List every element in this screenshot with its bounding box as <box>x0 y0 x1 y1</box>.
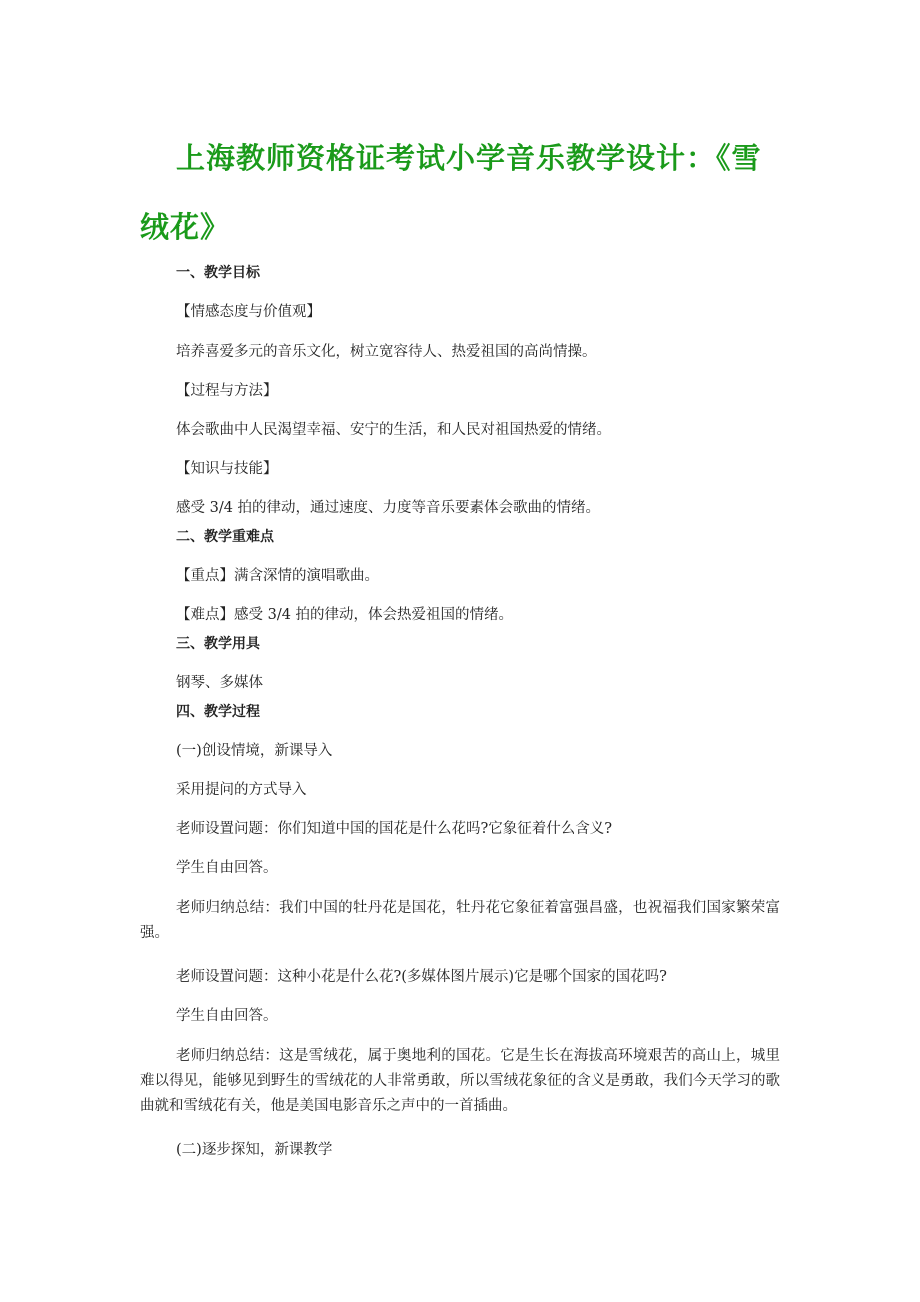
section-heading-key-points: 二、教学重难点 <box>176 529 274 545</box>
objective-process-text: 体会歌曲中人民渴望幸福、安宁的生活，和人民对祖国热爱的情绪。 <box>176 422 611 438</box>
student-answer-2: 学生自由回答。 <box>176 1008 278 1024</box>
objective-skill-label: 【知识与技能】 <box>176 461 278 477</box>
objective-emotion-label: 【情感态度与价值观】 <box>176 304 321 320</box>
objective-skill-text: 感受 3/4 拍的律动，通过速度、力度等音乐要素体会歌曲的情绪。 <box>176 500 601 516</box>
process-method-text: 采用提问的方式导入 <box>176 782 307 798</box>
teacher-question-2: 老师设置问题：这种小花是什么花?(多媒体图片展示)它是哪个国家的国花吗? <box>176 969 667 985</box>
objective-emotion-text: 培养喜爱多元的音乐文化，树立宽容待人、热爱祖国的高尚情操。 <box>176 344 597 360</box>
teacher-summary-2: 老师归纳总结：这是雪绒花，属于奥地利的国花。它是生长在海拔高环境艰苦的高山上，城里难以得见，能够见到野生的雪绒花的人非常勇敢，所以雪绒花象征的含义是勇敢，我们今天学习的歌曲就和雪绒花有关，他是美国电影音乐之声中的一首插曲。 <box>140 1048 780 1114</box>
key-point-text: 【重点】满含深情的演唱歌曲。 <box>176 568 379 584</box>
process-step-2-heading: (二)逐步探知，新课教学 <box>176 1142 333 1158</box>
document-title-line-2: 绒花》 <box>140 210 231 244</box>
process-step-1-heading: (一)创设情境，新课导入 <box>176 743 333 759</box>
section-heading-process: 四、教学过程 <box>176 704 260 720</box>
objective-process-label: 【过程与方法】 <box>176 383 278 399</box>
teacher-summary-1: 老师归纳总结：我们中国的牡丹花是国花，牡丹花它象征着富强昌盛，也祝福我们国家繁荣富强。 <box>140 900 780 941</box>
section-heading-objectives: 一、教学目标 <box>176 265 260 281</box>
section-heading-tools: 三、教学用具 <box>176 636 260 652</box>
document-title-line-1: 上海教师资格证考试小学音乐教学设计：《雪 <box>176 141 762 175</box>
teacher-question-1: 老师设置问题：你们知道中国的国花是什么花吗?它象征着什么含义? <box>176 821 613 837</box>
student-answer-1: 学生自由回答。 <box>176 860 278 876</box>
difficult-point-text: 【难点】感受 3/4 拍的律动，体会热爱祖国的情绪。 <box>176 607 514 623</box>
tools-text: 钢琴、多媒体 <box>176 675 263 691</box>
